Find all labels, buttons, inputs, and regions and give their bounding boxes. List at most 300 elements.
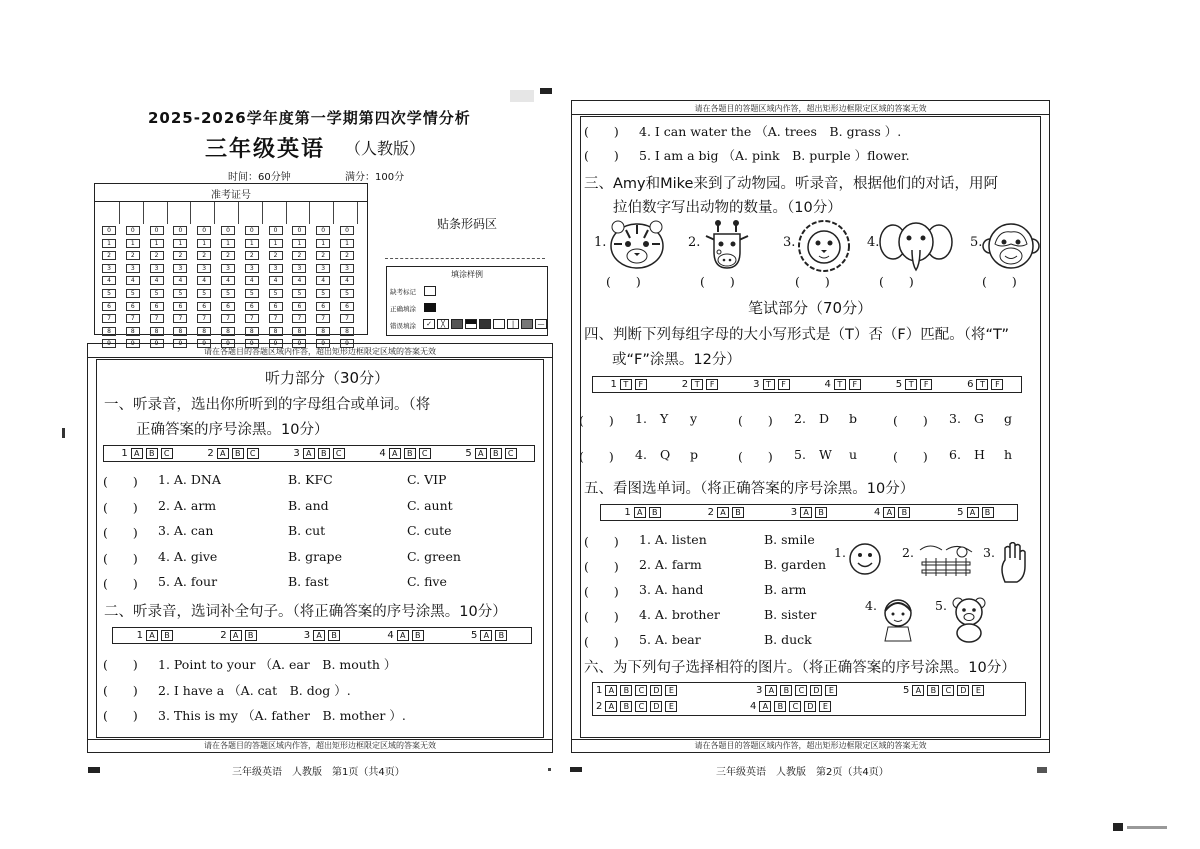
exam-id-digit-bubble[interactable]: 9: [126, 339, 140, 348]
exam-id-digit-bubble[interactable]: 1: [197, 239, 211, 248]
exam-id-digit-bubble[interactable]: 8: [316, 327, 330, 336]
exam-id-digit-bubble[interactable]: 6: [269, 302, 283, 311]
question-text: 1. Point to your （A. ear B. mouth ）: [158, 657, 397, 672]
exam-id-digit-bubble[interactable]: 7: [316, 314, 330, 323]
exam-id-digit-bubble[interactable]: 5: [316, 289, 330, 298]
answer-bar-number: 3: [303, 630, 311, 641]
exam-id-digit-bubble[interactable]: 8: [221, 327, 235, 336]
exam-id-digit-bubble[interactable]: 2: [197, 251, 211, 260]
exam-id-digit-bubble[interactable]: 2: [292, 251, 306, 260]
notice-divider-bottom: [88, 739, 552, 740]
answer-bar-number: 5: [470, 630, 478, 641]
exam-id-digit-bubble[interactable]: 2: [150, 251, 164, 260]
answer-paren[interactable]: ( ): [103, 499, 138, 515]
answer-paren[interactable]: ( ): [103, 682, 138, 698]
exam-id-digit-bubble[interactable]: 6: [316, 302, 330, 311]
answer-bubble[interactable]: B: [245, 630, 257, 641]
answer-bubble[interactable]: C: [942, 685, 954, 696]
animal-number: 2.: [688, 235, 701, 250]
answer-bar-group: [293, 448, 344, 459]
exam-id-digit-bubble[interactable]: 5: [245, 289, 259, 298]
exam-id-digit-bubble[interactable]: 3: [245, 264, 259, 273]
exam-id-digit-bubble[interactable]: 8: [102, 327, 116, 336]
exam-id-digit-bubble[interactable]: 1: [102, 239, 116, 248]
answer-paren[interactable]: ( ): [103, 525, 138, 541]
exam-id-digit-bubble[interactable]: 3: [197, 264, 211, 273]
answer-paren[interactable]: ( ): [584, 634, 619, 649]
exam-id-write-cell[interactable]: [147, 202, 168, 224]
answer-bubble[interactable]: A: [967, 507, 979, 518]
answer-bubble[interactable]: A: [475, 448, 487, 459]
lowercase-letter: y: [690, 411, 698, 426]
exam-id-digit-bubble[interactable]: 4: [197, 276, 211, 285]
answer-bubble[interactable]: C: [247, 448, 259, 459]
picture-number: 1.: [834, 545, 846, 560]
exam-id-write-cell[interactable]: [242, 202, 263, 224]
exam-id-digit-bubble[interactable]: 6: [173, 302, 187, 311]
s1-title-a: 一、听录音，选出你所听到的字母组合或单词。（将: [104, 397, 431, 413]
answer-bubble[interactable]: T: [976, 379, 988, 390]
answer-bubble[interactable]: A: [634, 507, 646, 518]
answer-bubble[interactable]: A: [230, 630, 242, 641]
exam-id-digit-bubble[interactable]: 0: [245, 226, 259, 235]
written-title: 笔试部分（70分）: [748, 299, 873, 317]
exam-id-digit-bubble[interactable]: 2: [126, 251, 140, 260]
exam-id-digit-bubble[interactable]: 2: [102, 251, 116, 260]
exam-id-digit-bubble[interactable]: 0: [102, 226, 116, 235]
scan-smudge: [510, 90, 534, 102]
answer-paren[interactable]: ( ): [584, 148, 619, 163]
picture-number: 4.: [865, 598, 877, 613]
exam-id-digit-bubble[interactable]: 0: [173, 226, 187, 235]
exam-id-digit-bubble[interactable]: 4: [340, 276, 354, 285]
exam-id-digit-bubble[interactable]: 0: [221, 226, 235, 235]
uppercase-letter: G: [974, 411, 984, 426]
exam-id-digit-bubble[interactable]: 7: [292, 314, 306, 323]
picture-number: 3.: [983, 545, 995, 560]
answer-bar-number: 1: [121, 448, 128, 459]
answer-bar-number: 5: [903, 685, 910, 696]
answer-bubble[interactable]: T: [763, 379, 775, 390]
s4-title-b: 或“F”涂黑。12分）: [612, 352, 741, 368]
answer-paren[interactable]: ( ): [584, 584, 619, 599]
exam-id-column: [340, 226, 354, 352]
answer-bar-number: 5: [957, 507, 964, 518]
answer-bubble[interactable]: F: [920, 379, 932, 390]
answer-bar-group: [387, 630, 423, 641]
monkey-icon: [982, 218, 1040, 278]
answer-bubble[interactable]: A: [389, 448, 401, 459]
option-b: B. and: [288, 497, 329, 513]
exam-id-digit-bubble[interactable]: 9: [340, 339, 354, 348]
answer-bar-group: [596, 685, 677, 696]
exam-id-digit-bubble[interactable]: 6: [126, 302, 140, 311]
fill-absent-label: 缺考标记: [390, 288, 416, 296]
uppercase-letter: W: [819, 447, 832, 462]
exam-id-digit-bubble[interactable]: 9: [292, 339, 306, 348]
option-b: B. cut: [288, 523, 326, 539]
exam-id-digit-bubble[interactable]: 9: [150, 339, 164, 348]
lowercase-letter: u: [849, 447, 858, 462]
answer-bar-number: 1: [596, 685, 603, 696]
fill-wrong-label: 错误填涂: [390, 322, 416, 330]
answer-bubble[interactable]: B: [404, 448, 416, 459]
answer-paren[interactable]: ( ): [879, 274, 914, 289]
exam-id-digit-bubble[interactable]: 1: [292, 239, 306, 248]
option-a: 5. A. four: [158, 574, 218, 590]
answer-bubble[interactable]: B: [774, 701, 786, 712]
exam-id-digit-bubble[interactable]: 9: [221, 339, 235, 348]
answer-bubble[interactable]: C: [789, 701, 801, 712]
exam-id-digit-bubble[interactable]: 4: [102, 276, 116, 285]
answer-bar-number: 5: [465, 448, 472, 459]
exam-id-digit-bubble[interactable]: 4: [221, 276, 235, 285]
question-text: 2. I have a （A. cat B. dog ）.: [158, 682, 351, 698]
answer-bubble[interactable]: A: [397, 630, 409, 641]
answer-bar-number: 4: [824, 379, 831, 390]
s5-answer-bar: [600, 504, 1018, 521]
answer-bubble[interactable]: A: [912, 685, 924, 696]
fill-correct-label: 正确填涂: [390, 305, 416, 313]
exam-id-write-cell[interactable]: [194, 202, 215, 224]
answer-bar-number: 3: [756, 685, 763, 696]
answer-bar-group: [903, 685, 984, 696]
answer-bubble[interactable]: F: [849, 379, 861, 390]
exam-id-write-cell[interactable]: [289, 202, 310, 224]
answer-bubble[interactable]: B: [232, 448, 244, 459]
answer-bubble[interactable]: B: [982, 507, 994, 518]
answer-bubble[interactable]: D: [650, 685, 662, 696]
farm-scene-icon: [916, 542, 976, 586]
answer-bubble[interactable]: D: [957, 685, 969, 696]
exam-id-digit-bubble[interactable]: 1: [126, 239, 140, 248]
exam-id-digit-bubble[interactable]: 8: [150, 327, 164, 336]
answer-paren[interactable]: ( ): [795, 274, 830, 289]
exam-id-digit-bubble[interactable]: 7: [102, 314, 116, 323]
exam-id-digit-bubble[interactable]: 8: [269, 327, 283, 336]
exam-id-digit-bubble[interactable]: 8: [173, 327, 187, 336]
answer-paren[interactable]: ( ): [579, 449, 614, 464]
exam-id-digit-bubble[interactable]: 7: [245, 314, 259, 323]
exam-id-write-cell[interactable]: [218, 202, 239, 224]
exam-id-digit-bubble[interactable]: 3: [126, 264, 140, 273]
answer-paren[interactable]: ( ): [606, 274, 641, 289]
exam-id-digit-bubble[interactable]: 3: [292, 264, 306, 273]
bottom-mark-left: [88, 767, 100, 773]
exam-id-digit-bubble[interactable]: 6: [150, 302, 164, 311]
uppercase-letter: D: [819, 411, 830, 426]
answer-bubble[interactable]: A: [217, 448, 229, 459]
exam-id-write-cell[interactable]: [123, 202, 144, 224]
answer-bubble[interactable]: F: [635, 379, 647, 390]
exam-id-column: [102, 226, 116, 352]
answer-bubble[interactable]: A: [313, 630, 325, 641]
exam-id-digit-bubble[interactable]: 5: [269, 289, 283, 298]
answer-bar-group: [624, 507, 660, 518]
answer-bar-number: 3: [293, 448, 300, 459]
exam-id-digit-bubble[interactable]: 0: [197, 226, 211, 235]
notice-top: 请在各题目的答题区域内作答，超出矩形边框限定区域的答案无效: [204, 347, 436, 356]
exam-id-write-cell[interactable]: [99, 202, 120, 224]
answer-bubble[interactable]: F: [706, 379, 718, 390]
barcode-area-label: 贴条形码区: [437, 217, 498, 231]
exam-id-digit-bubble[interactable]: 7: [173, 314, 187, 323]
exam-id-digit-bubble[interactable]: 9: [269, 339, 283, 348]
answer-bubble[interactable]: C: [161, 448, 173, 459]
answer-bubble[interactable]: A: [303, 448, 315, 459]
exam-id-digit-bubble[interactable]: 1: [173, 239, 187, 248]
uppercase-letter: Y: [660, 411, 669, 426]
answer-bubble[interactable]: T: [620, 379, 632, 390]
exam-id-digit-bubble[interactable]: 9: [173, 339, 187, 348]
answer-bubble[interactable]: B: [649, 507, 661, 518]
exam-id-digit-bubble[interactable]: 6: [245, 302, 259, 311]
picture-number: 2.: [902, 545, 914, 560]
exam-id-digit-bubble[interactable]: 5: [292, 289, 306, 298]
exam-id-digit-bubble[interactable]: 0: [316, 226, 330, 235]
exam-id-digit-bubble[interactable]: 7: [221, 314, 235, 323]
answer-bubble[interactable]: C: [635, 685, 647, 696]
answer-bar-number: 3: [790, 507, 798, 518]
answer-bubble[interactable]: A: [717, 507, 729, 518]
answer-bubble[interactable]: F: [991, 379, 1003, 390]
exam-id-digit-bubble[interactable]: 2: [269, 251, 283, 260]
exam-id-digit-bubble[interactable]: 8: [340, 327, 354, 336]
exam-id-digit-bubble[interactable]: 2: [245, 251, 259, 260]
answer-bar-group: [471, 630, 507, 641]
answer-bubble[interactable]: A: [146, 630, 158, 641]
answer-bar-group: [708, 507, 744, 518]
exam-id-digit-bubble[interactable]: 7: [197, 314, 211, 323]
exam-id-digit-bubble[interactable]: 3: [102, 264, 116, 273]
exam-id-digit-bubble[interactable]: 4: [150, 276, 164, 285]
option-a: 2. A. farm: [639, 557, 702, 572]
answer-bubble[interactable]: D: [650, 701, 662, 712]
exam-id-digit-bubble[interactable]: 5: [197, 289, 211, 298]
answer-bubble[interactable]: B: [495, 630, 507, 641]
answer-bubble[interactable]: E: [825, 685, 837, 696]
exam-id-digit-bubble[interactable]: 6: [340, 302, 354, 311]
answer-bubble[interactable]: C: [333, 448, 345, 459]
footer-page2: 三年级英语 人教版 第2页（共4页）: [716, 767, 889, 778]
answer-bubble[interactable]: B: [146, 448, 158, 459]
answer-paren[interactable]: ( ): [982, 274, 1017, 289]
answer-bar-number: 4: [379, 448, 386, 459]
answer-bubble[interactable]: C: [419, 448, 431, 459]
exam-id-digit-bubble[interactable]: 1: [269, 239, 283, 248]
option-c: C. VIP: [407, 472, 447, 487]
exam-id-digit-bubble[interactable]: 1: [245, 239, 259, 248]
option-a: 3. A. hand: [639, 582, 704, 597]
exam-id-digit-bubble[interactable]: 4: [245, 276, 259, 285]
answer-bubble[interactable]: B: [732, 507, 744, 518]
answer-bubble[interactable]: B: [318, 448, 330, 459]
answer-paren[interactable]: ( ): [738, 449, 773, 464]
answer-paren[interactable]: ( ): [103, 657, 138, 672]
exam-id-digit-bubble[interactable]: 6: [197, 302, 211, 311]
answer-paren[interactable]: ( ): [738, 413, 773, 428]
answer-bubble[interactable]: B: [490, 448, 502, 459]
exam-id-digit-bubble[interactable]: 6: [221, 302, 235, 311]
barcode-dashed-line: [385, 258, 545, 259]
exam-id-digit-bubble[interactable]: 8: [292, 327, 306, 336]
answer-bubble[interactable]: B: [412, 630, 424, 641]
exam-id-digit-bubble[interactable]: 3: [221, 264, 235, 273]
exam-id-digit-bubble[interactable]: 5: [173, 289, 187, 298]
exam-id-digit-bubble[interactable]: 5: [126, 289, 140, 298]
answer-bubble[interactable]: D: [804, 701, 816, 712]
s1-title-b: 正确答案的序号涂黑。10分）: [136, 422, 329, 438]
exam-id-digit-bubble[interactable]: 9: [102, 339, 116, 348]
option-a: 4. A. brother: [639, 607, 720, 622]
answer-bubble[interactable]: T: [905, 379, 917, 390]
exam-id-digit-bubble[interactable]: 3: [269, 264, 283, 273]
exam-id-digit-bubble[interactable]: 0: [269, 226, 283, 235]
answer-bar-group: [220, 630, 256, 641]
exam-id-digit-bubble[interactable]: 3: [173, 264, 187, 273]
exam-id-digit-bubble[interactable]: 5: [340, 289, 354, 298]
exam-id-digit-bubble[interactable]: 3: [340, 264, 354, 273]
answer-paren[interactable]: ( ): [893, 449, 928, 464]
exam-id-digit-bubble[interactable]: 4: [173, 276, 187, 285]
exam-id-digit-bubble[interactable]: 5: [221, 289, 235, 298]
bottom-mark-mid: [570, 767, 582, 772]
answer-bubble[interactable]: B: [815, 507, 827, 518]
s4-title-a: 四、判断下列每组字母的大小写形式是（T）否（F）匹配。（将“T”: [584, 327, 1010, 343]
exam-id-digit-bubble[interactable]: 0: [126, 226, 140, 235]
answer-bubble[interactable]: E: [819, 701, 831, 712]
exam-id-digit-bubble[interactable]: 0: [292, 226, 306, 235]
answer-paren[interactable]: ( ): [103, 474, 138, 489]
answer-paren[interactable]: ( ): [584, 559, 619, 574]
exam-id-digit-bubble[interactable]: 0: [340, 226, 354, 235]
exam-id-digit-bubble[interactable]: 6: [102, 302, 116, 311]
answer-bubble[interactable]: B: [328, 630, 340, 641]
answer-bubble[interactable]: A: [605, 685, 617, 696]
exam-id-digit-bubble[interactable]: 5: [102, 289, 116, 298]
exam-id-digit-bubble[interactable]: 2: [316, 251, 330, 260]
answer-bubble[interactable]: B: [161, 630, 173, 641]
answer-paren[interactable]: ( ): [584, 534, 619, 549]
answer-paren[interactable]: ( ): [893, 413, 928, 428]
exam-id-digit-bubble[interactable]: 4: [316, 276, 330, 285]
notice-divider-p2: [572, 114, 1049, 115]
answer-bubble[interactable]: D: [810, 685, 822, 696]
exam-id-digit-bubble[interactable]: 3: [316, 264, 330, 273]
exam-id-write-cell[interactable]: [266, 202, 287, 224]
bottom-mark-right: [1037, 767, 1047, 773]
exam-id-digit-bubble[interactable]: 8: [126, 327, 140, 336]
exam-id-digit-bubble[interactable]: 4: [269, 276, 283, 285]
answer-bubble[interactable]: A: [605, 701, 617, 712]
answer-bar-group: [682, 379, 718, 390]
answer-bubble[interactable]: A: [759, 701, 771, 712]
question-text: 5. I am a big （A. pink B. purple ）flower.: [639, 148, 910, 163]
answer-bubble[interactable]: A: [800, 507, 812, 518]
listening-title: 听力部分（30分）: [265, 369, 390, 387]
answer-bubble[interactable]: A: [131, 448, 143, 459]
answer-bubble[interactable]: B: [620, 701, 632, 712]
item-number: 2.: [794, 411, 806, 426]
exam-id-digit-bubble[interactable]: 6: [292, 302, 306, 311]
answer-paren[interactable]: ( ): [700, 274, 735, 289]
answer-bubble[interactable]: A: [480, 630, 492, 641]
exam-id-digit-bubble[interactable]: 7: [269, 314, 283, 323]
answer-bar-number: 4: [873, 507, 881, 518]
answer-bar-group: [121, 448, 172, 459]
answer-bubble[interactable]: C: [635, 701, 647, 712]
answer-bubble[interactable]: B: [898, 507, 910, 518]
exam-id-digit-bubble[interactable]: 9: [197, 339, 211, 348]
answer-paren[interactable]: ( ): [103, 550, 138, 566]
option-b: B. sister: [764, 607, 817, 622]
answer-paren[interactable]: ( ): [584, 124, 619, 139]
answer-bubble[interactable]: B: [927, 685, 939, 696]
exam-id-digit-bubble[interactable]: 4: [126, 276, 140, 285]
question-text: 4. I can water the （A. trees B. grass ）.: [639, 124, 902, 139]
exam-id-digit-bubble[interactable]: 7: [340, 314, 354, 323]
answer-paren[interactable]: ( ): [579, 413, 614, 428]
answer-paren[interactable]: ( ): [103, 708, 138, 723]
exam-id-digit-bubble[interactable]: 0: [150, 226, 164, 235]
subject-title: 三年级英语: [205, 136, 326, 162]
answer-bubble[interactable]: E: [665, 685, 677, 696]
answer-bubble[interactable]: B: [780, 685, 792, 696]
answer-paren[interactable]: ( ): [584, 609, 619, 624]
exam-id-digit-bubble[interactable]: 7: [150, 314, 164, 323]
answer-bubble[interactable]: T: [834, 379, 846, 390]
exam-id-digit-bubble[interactable]: 9: [245, 339, 259, 348]
answer-bar-group: [753, 379, 789, 390]
exam-id-digit-bubble[interactable]: 1: [316, 239, 330, 248]
answer-paren[interactable]: ( ): [103, 576, 138, 592]
exam-id-digit-bubble[interactable]: 1: [340, 239, 354, 248]
answer-bubble[interactable]: T: [691, 379, 703, 390]
time-label: 时间：60分钟: [228, 172, 291, 183]
option-b: B. grape: [288, 548, 342, 564]
item-number: 5.: [794, 447, 806, 462]
answer-bar-number: 1: [136, 630, 143, 641]
exam-id-digit-bubble[interactable]: 8: [245, 327, 259, 336]
exam-id-digit-bubble[interactable]: 7: [126, 314, 140, 323]
answer-bubble[interactable]: C: [795, 685, 807, 696]
answer-bubble[interactable]: A: [765, 685, 777, 696]
exam-id-digit-bubble[interactable]: 1: [150, 239, 164, 248]
exam-title: 2025-2026学年度第一学期第四次学情分析: [148, 109, 471, 127]
answer-bubble[interactable]: A: [883, 507, 895, 518]
exam-id-digit-bubble[interactable]: 2: [173, 251, 187, 260]
exam-id-digit-bubble[interactable]: 2: [340, 251, 354, 260]
exam-id-write-cell[interactable]: [313, 202, 334, 224]
exam-id-digit-bubble[interactable]: 8: [197, 327, 211, 336]
answer-bubble[interactable]: C: [505, 448, 517, 459]
answer-bubble[interactable]: E: [665, 701, 677, 712]
answer-bubble[interactable]: F: [778, 379, 790, 390]
exam-id-write-cell[interactable]: [170, 202, 191, 224]
s2-title: 二、听录音，选词补全句子。（将正确答案的序号涂黑。10分）: [104, 604, 507, 620]
answer-bubble[interactable]: B: [620, 685, 632, 696]
edition-label: （人教版）: [345, 139, 426, 158]
exam-id-digit-bubble[interactable]: 5: [150, 289, 164, 298]
exam-id-digit-bubble[interactable]: 3: [150, 264, 164, 273]
hand-icon: [997, 542, 1031, 588]
exam-id-digit-bubble[interactable]: 1: [221, 239, 235, 248]
exam-id-digit-bubble[interactable]: 2: [221, 251, 235, 260]
answer-bubble[interactable]: E: [972, 685, 984, 696]
exam-id-digit-bubble[interactable]: 9: [316, 339, 330, 348]
exam-id-digit-bubble[interactable]: 4: [292, 276, 306, 285]
exam-id-write-cell[interactable]: [337, 202, 358, 224]
